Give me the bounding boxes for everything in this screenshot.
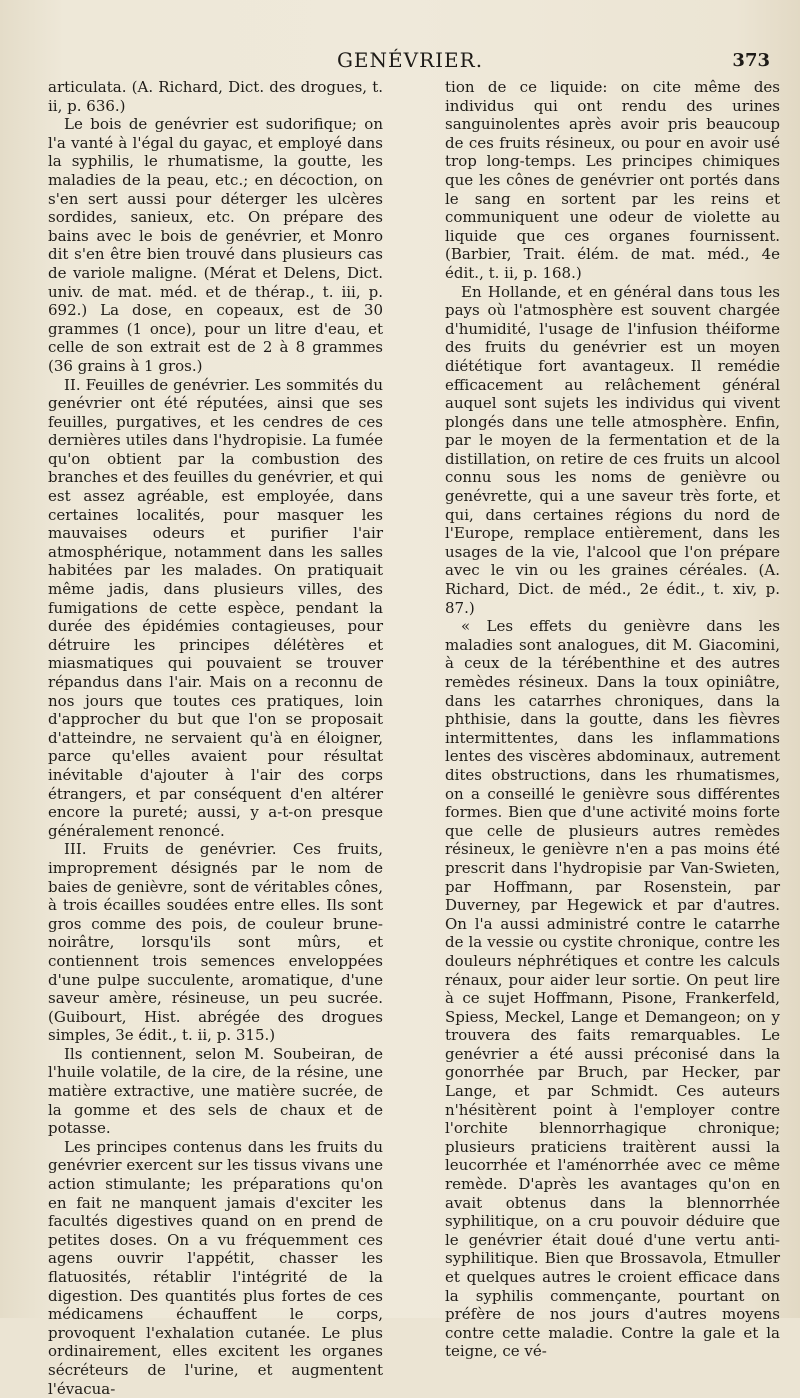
text-columns bbox=[48, 78, 780, 1398]
paragraph-fruits-de-genevrier: III. Fruits de genévrier. Ces fruits, improprement désignés par le nom de baies de genièvre, sont de véritables cônes, à trois écailles soudées entre elles. Ils sont gros comme des pois, de couleur brune-noirâtre, lorsqu'ils sont mûrs, et contiennent trois semences enveloppées d'une pulpe succulente, aromatique, d'une saveur amère, résineuse, un peu sucrée. (Guibourt, Hist. abrégée des drogues simples, 3e édit., t. ii, p. 315.) bbox=[48, 840, 383, 1045]
paragraph-principes: Les principes contenus dans les fruits du genévrier exercent sur les tissus vivans une action stimulante; les préparations qu'on en fait ne manquent jamais d'exciter les facultés digestives quand on en prend de petites doses. On a vu fréquemment ces agens ouvrir l'appétit, chasser les flatuosités, rétablir l'intégrité de la digestion. Des quantités plus fortes de ces médicamens échauffent le corps, provoquent l'exhalation cutanée. Le plus ordinairement, elles excitent les organes sécréteurs de l'urine, et augmentent l'évacua- bbox=[48, 1137, 383, 1398]
right-column bbox=[445, 78, 780, 1361]
paragraph-citation-continued: articulata. (A. Richard, Dict. des drogues, t. ii, p. 636.) bbox=[48, 78, 383, 115]
paragraph-giacomini-quote: « Les effets du genièvre dans les maladies sont analogues, dit M. Giacomini, à ceux de la térébenthine et des autres remèdes résineux. Dans la toux opiniâtre, dans les catarrhes chroniques, dans la phthisie, dans la goutte, dans les fièvres intermittentes, dans les inflammations lentes des viscères abdominaux, autrement dites obstructions, dans les rhumatismes, on a conseillé le genièvre sous différentes formes. Bien que d'une activité moins forte que celle de plusieurs autres remèdes résineux, le genièvre n'en a pas moins été prescrit dans l'hydropisie par Van-Swieten, par Hoffmann, par Rosenstein, par Duverney, par Hegewick et par d'autres. On l'a aussi administré contre le catarrhe de la vessie ou cystite chronique, contre les douleurs néphrétiques et contre les calculs rénaux, pour aider leur sortie. On peut lire à ce sujet Hoffmann, Pisone, Frankerfeld, Spiess, Meckel, Lange et Demangeon; on y trouvera des faits remarquables. Le genévrier a été aussi préconisé dans la gonorrhée par Bruch, par Hecker, par Lange, et par Schmidt. Ces auteurs n'hésitèrent point à l'employer contre l'orchite blennorrhagique chronique; plusieurs praticiens traitèrent aussi la leucorrhée et l'aménorrhée avec ce même remède. D'après les avantages qu'on en avait obtenus dans la blennorrhée syphilitique, on a cru pouvoir déduire que le genévrier était doué d'une vertu anti-syphilitique. Bien que Brossavola, Etmuller et quelques autres le croient efficace dans la syphilis commençante, pourtant on préfère de nos jours d'autres moyens contre cette maladie. Contre la gale et la teigne, ce vé- bbox=[445, 617, 780, 1361]
left-column bbox=[48, 78, 383, 1398]
paragraph-composition: Ils contiennent, selon M. Soubeiran, de l'huile volatile, de la cire, de la résine, une matière extractive, une matière sucrée, de la gomme et des sels de chaux et de potasse. bbox=[48, 1044, 383, 1138]
column-gutter bbox=[414, 78, 415, 1308]
paragraph-evacuation-continued: tion de ce liquide: on cite même des individus qui ont rendu des urines sanguinolentes après avoir pris beaucoup de ces fruits résineux, ou pour en avoir usé trop long-temps. Les principes chimiques que les cônes de genévrier ont portés dans le sang en sortent par les reins et communiquent une odeur de violette au liquide que ces organes fournissent. (Barbier, Trait. élém. de mat. méd., 4e édit., t. ii, p. 168.) bbox=[445, 78, 780, 282]
page-number: 373 bbox=[732, 50, 770, 71]
paragraph-hollande: En Hollande, et en général dans tous les pays où l'atmosphère est souvent chargée d'humidité, l'usage de l'infusion théiforme des fruits du genévrier est un moyen diététique fort avantageux. Il remédie efficacement au relâchement général auquel sont sujets les individus qui vivent plongés dans une telle atmosphère. Enfin, par le moyen de la fermentation et de la distillation, on retire de ces fruits un alcool connu sous les noms de genièvre ou genévrette, qui a une saveur très forte, et qui, dans certaines régions du nord de l'Europe, remplace entièrement, dans les usages de la vie, l'alcool que l'on prépare avec le vin ou les graines céréales. (A. Richard, Dict. de méd., 2e édit., t. xiv, p. 87.) bbox=[445, 282, 780, 617]
running-title: GENÉVRIER. bbox=[336, 48, 484, 72]
paragraph-bois-de-genevrier: Le bois de genévrier est sudorifique; on l'a vanté à l'égal du gayac, et employé dans la syphilis, le rhumatisme, la goutte, les maladies de la peau, etc.; en décoction, on s'en sert aussi pour déterger les ulcères sordides, sanieux, etc. On prépare des bains avec le bois de genévrier, et Monro dit s'en être bien trouvé dans plusieurs cas de variole maligne. (Mérat et Delens, Dict. univ. de mat. méd. et de thérap., t. iii, p. 692.) La dose, en copeaux, est de 30 grammes (1 once), pour un litre d'eau, et celle de son extrait est de 2 à 8 grammes (36 grains à 1 gros.) bbox=[48, 115, 383, 375]
paragraph-feuilles-de-genevrier: II. Feuilles de genévrier. Les sommités du genévrier ont été réputées, ainsi que ses feuilles, purgatives, et les cendres de ces dernières utiles dans l'hydropisie. La fumée qu'on obtient par la combustion des branches et des feuilles du genévrier, et qui est assez agréable, est employée, dans certaines localités, pour masquer les mauvaises odeurs et purifier l'air atmosphérique, notamment dans les salles habitées par les malades. On pratiquait même jadis, dans plusieurs villes, des fumigations de cette espèce, pendant la durée des épidémies contagieuses, pour détruire les principes délétères et miasmatiques qui pouvaient se trouver répandus dans l'air. Mais on a reconnu de nos jours que toutes ces pratiques, loin d'approcher du but que l'on se proposait d'atteindre, ne servaient qu'à en éloigner, parce qu'elles avaient pour résultat inévitable d'ajouter à l'air des corps étrangers, et par conséquent d'en altérer encore la pureté; aussi, y a-t-on presque généralement renoncé. bbox=[48, 375, 383, 840]
running-header bbox=[48, 48, 772, 76]
